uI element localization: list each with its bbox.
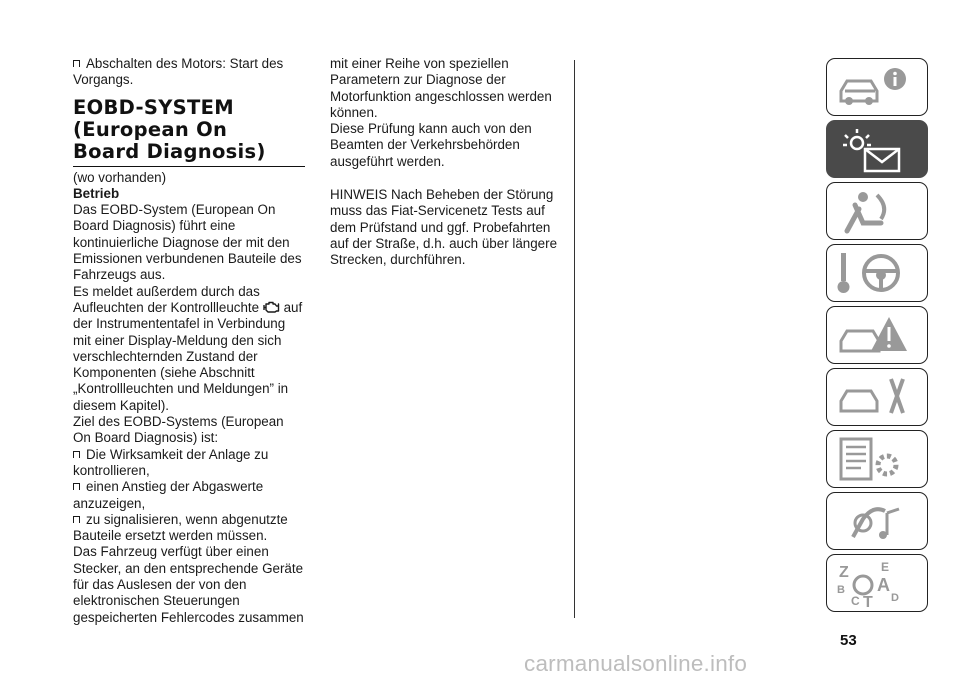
seat-airbag-icon — [833, 187, 913, 237]
tab-warning-lights[interactable] — [826, 120, 928, 178]
list-item-text: einen Anstieg der Abgaswerte anzuzeigen, — [73, 479, 264, 511]
intro-text: Abschalten des Motors: Start des Vorgangs. — [73, 56, 284, 88]
heading-line-3: Board Diagnosis) — [73, 139, 266, 163]
heading-line-2: (European On — [73, 117, 228, 141]
car-hazard-icon — [833, 311, 913, 361]
list-item-text: Die Wirksamkeit der Anlage zu kontrollieren, — [73, 446, 269, 478]
tab-technical-data[interactable] — [826, 430, 928, 488]
bullet-icon — [73, 60, 80, 67]
paragraph-2 — [73, 284, 305, 414]
index-letter: C — [851, 594, 860, 608]
warning-light-message-icon — [833, 125, 913, 175]
tab-car-info[interactable] — [826, 58, 928, 116]
tab-index[interactable] — [826, 554, 928, 612]
bullet-icon — [73, 516, 80, 523]
list-item-text: zu signalisieren, wenn abgenutzte Bauteile ersetzt werden müssen. — [73, 511, 288, 544]
paragraph-4: Das Fahrzeug verfügt über einen Stecker, an den entsprechende Geräte für das Auslesen der von den elektronischen Steuerungen gespeicherten Fehlercodes zusammen — [73, 544, 304, 625]
section-label: Betrieb — [73, 185, 120, 201]
note-paragraph: HINWEIS Nach Beheben der Störung muss das Fiat-Servicenetz Tests auf dem Prüfstand und ggf. Probefahrten auf der Straße, d.h. auch über längere Strecken, durchführen. — [330, 187, 558, 268]
engine-warning-light-icon — [263, 301, 280, 313]
tab-emergency[interactable] — [826, 306, 928, 364]
heading-line-1: EOBD-SYSTEM — [73, 95, 234, 119]
bullet-icon — [73, 451, 80, 458]
tab-service-maintenance[interactable] — [826, 368, 928, 426]
car-info-icon — [833, 63, 913, 113]
bullet-icon — [73, 483, 80, 490]
paragraph-6: Diese Prüfung kann auch von den Beamten der Verkehrsbehörden ausgeführt werden. — [330, 121, 532, 169]
index-letter: Z — [839, 564, 849, 581]
right-column — [330, 56, 562, 269]
list-item — [73, 512, 305, 545]
car-service-tools-icon — [833, 373, 913, 423]
paragraph-2-end: auf der Instrumententafel in Verbindung mit einer Display-Meldung den sich verschlechternden Zustand der Komponenten (siehe Abschnitt „Kontrollleuchten und Meldungen” in diesem Kapitel). — [73, 299, 303, 413]
index-letter: T — [863, 594, 873, 609]
page-number: 53 — [840, 632, 857, 649]
index-letter: E — [881, 560, 890, 574]
list-item — [73, 447, 305, 480]
intro-bullet — [73, 56, 305, 89]
left-column — [73, 56, 305, 626]
section-heading — [73, 97, 305, 167]
tab-safety[interactable] — [826, 182, 928, 240]
column-divider — [574, 60, 575, 618]
index-letter: A — [877, 575, 890, 595]
paragraph-5: mit einer Reihe von speziellen Parametern zur Diagnose der Motorfunktion angeschlossen werden können. — [330, 56, 552, 120]
index-letter: D — [891, 592, 899, 604]
list-item — [73, 479, 305, 512]
multimedia-icon — [833, 497, 913, 547]
paragraph-3: Ziel des EOBD-Systems (European On Board Diagnosis) ist: — [73, 414, 284, 446]
alphabetical-index-icon — [833, 559, 913, 609]
tab-starting-driving[interactable] — [826, 244, 928, 302]
key-steering-wheel-icon — [833, 249, 913, 299]
watermark-text: carmanualsonline.info — [524, 651, 748, 676]
paragraph-2-start: Es meldet außerdem durch das Aufleuchten der Kontrollleuchte — [73, 283, 260, 315]
paragraph-1: Das EOBD-System (European On Board Diagnosis) führt eine kontinuierliche Diagnose der mit den Emissionen verbundenen Bauteile des Fahrzeugs aus. — [73, 202, 302, 283]
specs-gear-icon — [833, 435, 913, 485]
subtitle: (wo vorhanden) — [73, 169, 167, 185]
index-letter: B — [837, 584, 845, 596]
tab-multimedia[interactable] — [826, 492, 928, 550]
